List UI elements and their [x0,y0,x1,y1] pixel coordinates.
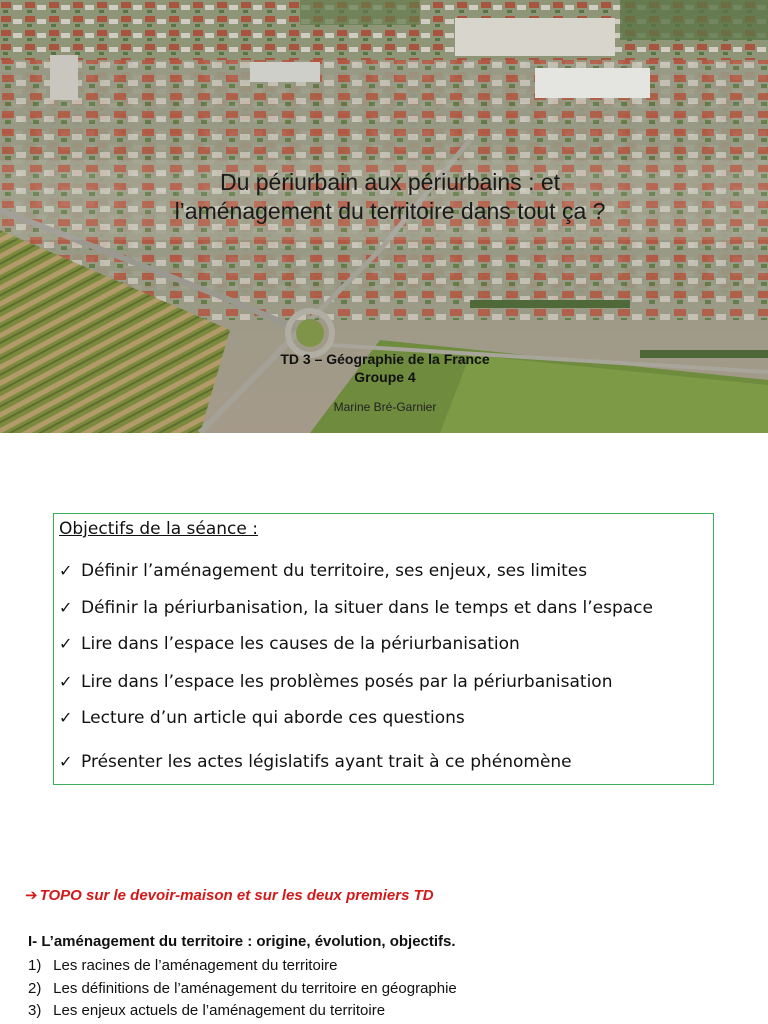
checkmark-icon: ✓ [59,752,73,771]
checkmark-icon: ✓ [59,672,73,691]
item-number: 1) [28,957,42,974]
item-text: Les définitions de l’aménagement du territoire en géographie [53,979,457,997]
objective-item [59,708,465,728]
slide-title-line: Du périurbain aux périurbains : et [219,169,561,195]
right-arrow-icon: ➔ [25,887,38,904]
objective-item [59,752,572,772]
checkmark-icon: ✓ [59,708,73,727]
section-sublist [28,955,457,1023]
group-name: Groupe 4 [354,369,416,385]
slide-title-line: l’aménagement du territoire dans tout ça ? [174,198,606,224]
objectives-heading: Objectifs de la séance : [59,519,258,539]
objectives-box [53,513,714,785]
slide-title [60,168,720,226]
checkmark-icon: ✓ [59,598,73,617]
author-name: Marine Bré-Garnier [333,400,437,414]
objective-item [59,598,653,618]
objective-text: Définir la périurbanisation, la situer dans le temps et dans l’espace [81,598,653,618]
checkmark-icon: ✓ [59,634,73,653]
slide-subtitle [230,350,540,386]
objective-text: Lire dans l’espace les problèmes posés par la périurbanisation [81,672,613,692]
item-number: 2) [28,979,42,997]
list-item [28,955,457,978]
topo-text: TOPO sur le devoir-maison et sur les deux premiers TD [39,886,434,904]
list-item [28,978,457,1001]
objective-text: Lecture d’un article qui aborde ces questions [81,708,465,728]
topo-note [25,886,434,904]
objective-text: Définir l’aménagement du territoire, ses enjeux, ses limites [81,561,588,581]
item-text: Les racines de l’aménagement du territoire [53,957,338,974]
item-number: 3) [28,1002,42,1019]
item-text: Les enjeux actuels de l’aménagement du territoire [53,1002,386,1019]
objective-item [59,672,612,692]
section-title: I- L’aménagement du territoire : origine, évolution, objectifs. [28,933,456,950]
list-item [28,1000,457,1023]
checkmark-icon: ✓ [59,561,73,580]
objective-text: Lire dans l’espace les causes de la périurbanisation [81,634,520,654]
course-name: TD 3 – Géographie de la France [280,351,490,367]
objective-item [59,561,587,581]
objective-item [59,634,520,654]
objective-text: Présenter les actes législatifs ayant trait à ce phénomène [81,752,572,772]
title-slide [0,0,768,433]
